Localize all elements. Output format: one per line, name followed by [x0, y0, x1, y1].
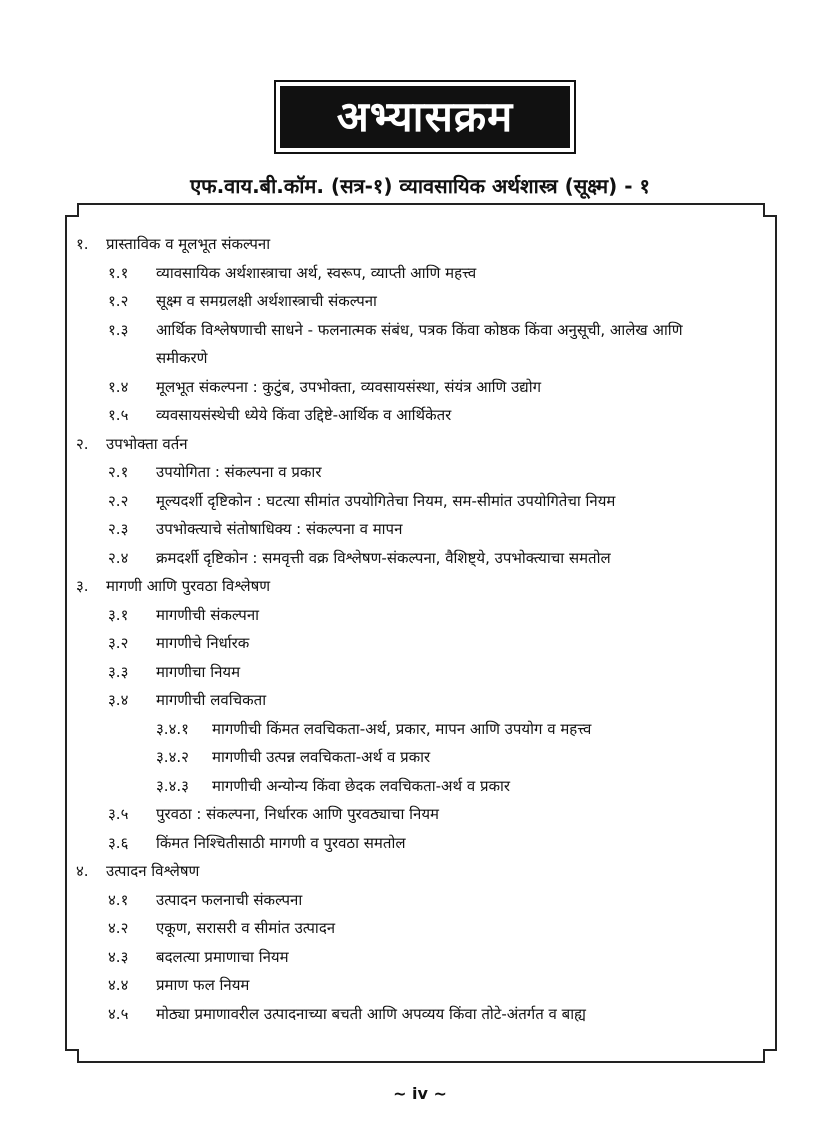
- item-number: २.३: [108, 520, 129, 538]
- item-text: आर्थिक विश्लेषणाची साधने - फलनात्मक संबंध, पत्रक किंवा कोष्ठक किंवा अनुसूची, आलेख आणि: [156, 320, 683, 339]
- item-number: ४.५: [108, 1004, 129, 1023]
- item-text: व्यावसायिक अर्थशास्त्राचा अर्थ, स्वरूप, व्याप्ती आणि महत्त्व: [156, 263, 477, 282]
- item-number: ४.: [76, 862, 89, 880]
- item-number: ३.१: [108, 605, 129, 624]
- item-number: २.४: [108, 548, 129, 567]
- page-number: ~ iv ~: [393, 1084, 447, 1103]
- item-text: सूक्ष्म व समग्रलक्षी अर्थशास्त्राची संकल्पना: [156, 292, 377, 310]
- item-text: किंमत निश्चितीसाठी मागणी व पुरवठा समतोल: [156, 833, 406, 852]
- item-number: २.: [76, 434, 89, 453]
- item-number: ३.३: [108, 662, 129, 681]
- item-text: प्रमाण फल नियम: [156, 976, 250, 994]
- item-text: मागणीची लवचिकता: [156, 691, 267, 709]
- item-text: बदलत्या प्रमाणाचा नियम: [156, 947, 289, 966]
- item-text: मागणीची उत्पन्न लवचिकता-अर्थ व प्रकार: [212, 748, 431, 766]
- item-text: प्रास्ताविक व मूलभूत संकल्पना: [106, 235, 271, 253]
- item-number: ४.४: [108, 976, 129, 994]
- item-number: ४.१: [108, 890, 129, 909]
- item-text: मूलभूत संकल्पना : कुटुंब, उपभोक्ता, व्यवसायसंस्था, संयंत्र आणि उद्योग: [156, 377, 542, 396]
- item-number: ३.४.१: [156, 719, 189, 738]
- item-number: १.३: [108, 320, 129, 339]
- item-number: ३.६: [108, 833, 129, 852]
- item-number: ३.४: [108, 691, 129, 709]
- item-text: मागणी आणि पुरवठा विश्लेषण: [106, 577, 271, 595]
- item-text: मागणीचे निर्धारक: [156, 634, 250, 652]
- item-text: मूल्यदर्शी दृष्टिकोन : घटत्या सीमांत उपयोगितेचा नियम, सम-सीमांत उपयोगितेचा नियम: [156, 491, 616, 510]
- item-text: मागणीची किंमत लवचिकता-अर्थ, प्रकार, मापन आणि उपयोग व महत्त्व: [212, 719, 592, 738]
- item-text: मागणीचा नियम: [156, 662, 241, 681]
- item-number: ३.४.३: [156, 776, 189, 795]
- course-subtitle: एफ.वाय.बी.कॉम. (सत्र-१) व्यावसायिक अर्थशास्त्र (सूक्ष्म) - १: [190, 174, 650, 198]
- item-number: ३.४.२: [156, 748, 189, 766]
- page-title: अभ्यासक्रम: [336, 92, 514, 141]
- item-number: १.५: [108, 406, 129, 424]
- item-text: उपभोक्ता वर्तन: [106, 434, 188, 453]
- item-number: १.: [76, 235, 89, 253]
- item-text: उपभोक्त्याचे संतोषाधिक्य : संकल्पना व मापन: [156, 520, 403, 538]
- item-number: ४.३: [108, 947, 129, 966]
- item-text: मागणीची अन्योन्य किंवा छेदक लवचिकता-अर्थ व प्रकार: [212, 776, 511, 795]
- item-number: १.२: [108, 292, 129, 310]
- item-text: मागणीची संकल्पना: [156, 605, 260, 624]
- item-text: क्रमदर्शी दृष्टिकोन : समवृत्ती वक्र विश्लेषण-संकल्पना, वैशिष्ट्ये, उपभोक्त्याचा समतोल: [156, 548, 611, 567]
- item-text: उत्पादन विश्लेषण: [106, 862, 200, 880]
- item-number: ३.: [76, 577, 89, 595]
- item-number: ४.२: [108, 919, 129, 937]
- item-text: व्यवसायसंस्थेची ध्येये किंवा उद्दिष्टे-आर्थिक व आर्थिकेतर: [156, 406, 452, 424]
- item-number: १.४: [108, 377, 129, 396]
- item-text: उपयोगिता : संकल्पना व प्रकार: [156, 463, 322, 481]
- item-number: २.२: [108, 491, 129, 510]
- item-text: उत्पादन फलनाची संकल्पना: [156, 890, 303, 909]
- item-number: ३.२: [108, 634, 129, 652]
- item-number: ३.५: [108, 805, 129, 823]
- item-text: एकूण, सरासरी व सीमांत उत्पादन: [156, 919, 336, 937]
- title-banner: [280, 86, 570, 148]
- item-text: मोठ्या प्रमाणावरील उत्पादनाच्या बचती आणि अपव्यय किंवा तोटे-अंतर्गत व बाह्य: [156, 1004, 586, 1023]
- item-text: पुरवठा : संकल्पना, निर्धारक आणि पुरवठ्याचा नियम: [156, 805, 439, 823]
- item-number: २.१: [108, 463, 129, 481]
- item-number: १.१: [108, 263, 129, 282]
- item-text: समीकरणे: [156, 349, 208, 367]
